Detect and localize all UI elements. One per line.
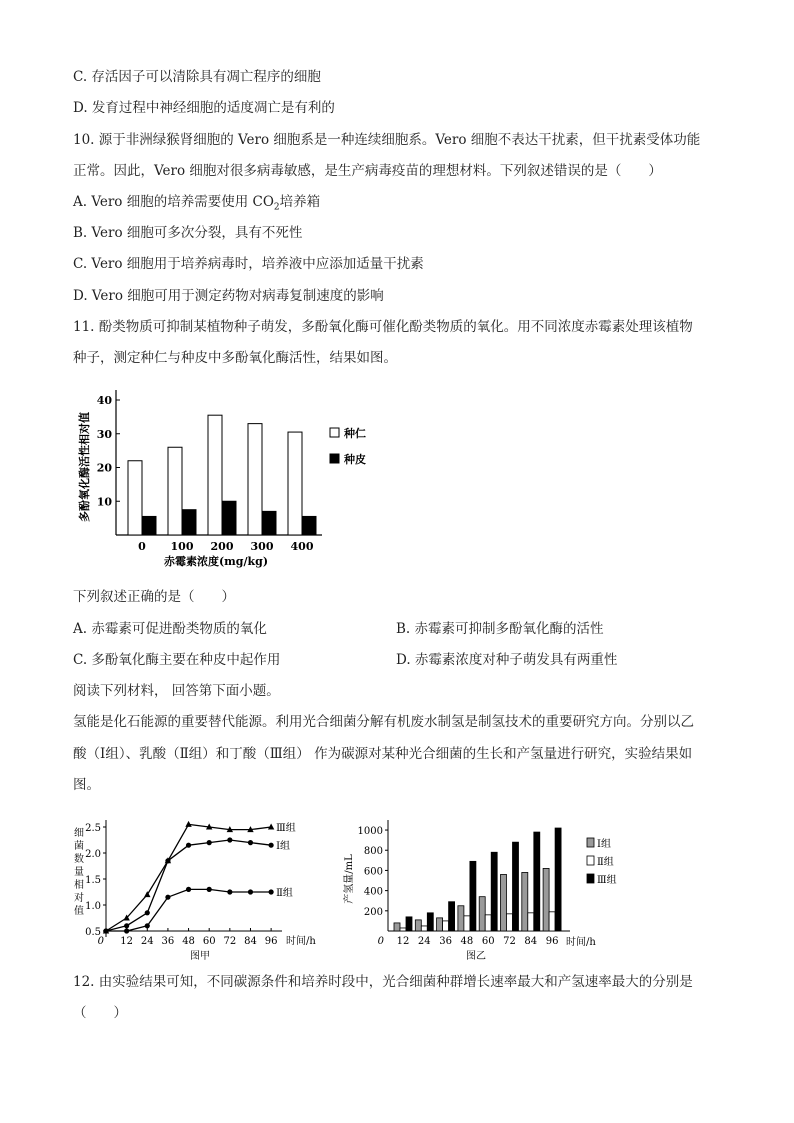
bacteria-growth-chart <box>70 812 330 964</box>
bar-group-3 <box>534 832 540 931</box>
bar-group-2 <box>464 916 470 931</box>
bar-group-1 <box>394 923 400 931</box>
bar-zhongren <box>128 461 142 535</box>
data-point-circle <box>145 923 150 928</box>
bar-group-1 <box>522 872 528 931</box>
x-tick-label: 24 <box>140 936 154 947</box>
y-tick-label: 600 <box>363 866 383 878</box>
hydrogen-production-chart <box>338 812 638 964</box>
y-tick-label: 10 <box>96 495 112 509</box>
bar-group-3 <box>555 828 561 931</box>
legend-swatch <box>330 428 339 437</box>
legend-swatch <box>587 874 594 883</box>
y-axis-label-char: 数 <box>74 854 84 865</box>
bar-group-1 <box>543 868 549 931</box>
x-tick-label: 36 <box>439 936 452 947</box>
y-tick-label: 30 <box>96 427 112 441</box>
x-axis-label: 赤霉素浓度(mg/kg) <box>163 555 269 568</box>
data-point-circle <box>124 923 129 928</box>
x-axis-label: 时间/h <box>566 937 596 948</box>
data-point-triangle <box>268 824 274 830</box>
q9-option-d: D. 发育过程中神经细胞的适度凋亡是有利的 <box>73 100 335 116</box>
data-point-circle <box>207 887 212 892</box>
legend-swatch <box>330 454 339 463</box>
data-point-circle <box>165 895 170 900</box>
q9-option-c: C. 存活因子可以清除具有凋亡程序的细胞 <box>73 69 321 85</box>
bar-group-1 <box>415 920 421 931</box>
bar-group-3 <box>427 913 433 931</box>
bar-zhongpi <box>302 516 316 535</box>
x-axis-label: 时间/h <box>286 936 316 947</box>
bar-zhongren <box>168 447 182 535</box>
q10-option-d: D. Vero 细胞可用于测定药物对病毒复制速度的影响 <box>73 288 384 304</box>
x-tick-label: 24 <box>417 936 431 947</box>
q10-stem-line1: 10. 源于非洲绿猴肾细胞的 Vero 细胞系是一种连续细胞系。Vero 细胞不表达干扰素，但干扰素受体功能 <box>73 132 701 148</box>
legend-label: Ⅱ组 <box>597 857 614 868</box>
bar-group-3 <box>470 861 476 931</box>
material-line3: 图。 <box>73 777 100 793</box>
y-tick-label: 800 <box>363 846 383 858</box>
data-point-circle <box>186 887 191 892</box>
data-point-triangle <box>185 821 191 827</box>
q10-option-a <box>73 192 320 218</box>
q11-stem-line2: 种子，测定种仁与种皮中多酚氧化酶活性，结果如图。 <box>73 350 397 366</box>
bar-group-1 <box>479 897 485 931</box>
legend-swatch <box>587 838 594 847</box>
x-tick-label: 72 <box>503 936 516 947</box>
x-tick-label: 200 <box>210 540 234 553</box>
q11-prompt: 下列叙述正确的是（ ） <box>73 589 235 605</box>
chart-caption: 图甲 <box>190 951 210 962</box>
series-line <box>106 889 271 931</box>
q11-option-d: D. 赤霉素浓度对种子萌发具有两重性 <box>396 652 618 668</box>
q11-option-b: B. 赤霉素可抑制多酚氧化酶的活性 <box>396 621 604 637</box>
q10-option-c: C. Vero 细胞用于培养病毒时，培养液中应添加适量干扰素 <box>73 256 424 272</box>
x-tick-label: 100 <box>170 540 194 553</box>
y-axis-label: 产氢量/mL <box>344 854 355 904</box>
data-point-circle <box>248 840 253 845</box>
bar-group-2 <box>485 915 491 931</box>
data-point-circle <box>248 889 253 894</box>
y-tick-label: 40 <box>96 394 112 407</box>
bar-group-2 <box>549 912 555 931</box>
data-point-circle <box>186 843 191 848</box>
x-tick-label: 48 <box>182 936 195 947</box>
data-point-circle <box>124 928 129 933</box>
x-tick-label: 0 <box>138 540 146 553</box>
bar-zhongpi <box>142 516 156 535</box>
material-line2: 酸（Ⅰ组）、乳酸（Ⅱ组）和丁酸（Ⅲ组） 作为碳源对某种光合细菌的生长和产氢量进行研究，实验结果如 <box>73 746 693 762</box>
data-point-circle <box>165 858 170 863</box>
q11-option-c: C. 多酚氧化酶主要在种皮中起作用 <box>73 652 281 668</box>
x-tick-label: 400 <box>290 540 314 553</box>
data-point-circle <box>269 889 274 894</box>
bar-zhongpi <box>262 511 276 535</box>
bar-zhongren <box>288 432 302 535</box>
data-point-circle <box>227 889 232 894</box>
x-tick-label: 12 <box>396 936 410 947</box>
data-point-circle <box>269 843 274 848</box>
origin-label: 0 <box>377 936 384 947</box>
x-tick-label: 60 <box>202 936 216 947</box>
q11-stem-line1: 11. 酚类物质可抑制某植物种子萌发，多酚氧化酶可催化酚类物质的氧化。用不同浓度赤霉素处理该植物 <box>73 319 693 335</box>
data-point-circle <box>103 928 108 933</box>
y-tick-label: 2.5 <box>85 823 101 834</box>
bar-zhongpi <box>222 501 236 535</box>
y-tick-label: 400 <box>363 886 383 898</box>
x-tick-label: 12 <box>120 936 134 947</box>
bar-group-2 <box>400 928 406 931</box>
bar-group-1 <box>458 906 464 931</box>
bar-zhongpi <box>182 510 196 535</box>
q10-option-b: B. Vero 细胞可多次分裂，具有不死性 <box>73 225 303 241</box>
x-tick-label: 84 <box>244 936 257 947</box>
legend-label: Ⅰ组 <box>597 839 611 850</box>
x-tick-label: 84 <box>524 936 538 947</box>
x-tick-label: 96 <box>545 936 559 947</box>
series-label: Ⅱ组 <box>276 888 293 899</box>
enzyme-activity-chart <box>70 385 390 575</box>
data-point-circle <box>207 840 212 845</box>
bar-group-2 <box>421 926 427 931</box>
data-point-circle <box>145 910 150 915</box>
bar-group-1 <box>437 918 443 931</box>
q12-stem-line1: 12. 由实验结果可知，不同碳源条件和培养时段中，光合细菌种群增长速率最大和产氢速率最大的分别是 <box>73 974 693 990</box>
q10-option-a-subscript: 2 <box>273 202 280 213</box>
bar-group-3 <box>513 842 519 931</box>
y-tick-label: 200 <box>363 906 383 918</box>
x-tick-label: 72 <box>223 936 237 947</box>
bar-group-2 <box>507 914 513 931</box>
y-axis-label: 多酚氧化酶活性相对值 <box>78 412 91 522</box>
q10-stem-line2: 正常。因此，Vero 细胞对很多病毒敏感，是生产病毒疫苗的理想材料。下列叙述错误的是（ ） <box>73 163 662 179</box>
series-label: Ⅰ组 <box>276 841 291 853</box>
series-line <box>106 840 271 931</box>
bar-zhongren <box>208 415 222 535</box>
y-axis-label-char: 细 <box>74 828 84 839</box>
y-tick-label: 1000 <box>357 826 383 838</box>
series-line <box>106 824 271 931</box>
y-tick-label: 20 <box>96 461 112 475</box>
data-point-circle <box>227 837 232 842</box>
legend-label: 种皮 <box>344 453 366 466</box>
q10-option-a-tail: 培养箱 <box>279 194 321 210</box>
material-intro: 阅读下列材料， 回答第下面小题。 <box>73 683 280 699</box>
x-tick-label: 300 <box>250 540 274 553</box>
bar-group-2 <box>528 913 534 931</box>
x-tick-label: 96 <box>264 936 278 947</box>
bar-zhongren <box>248 424 262 535</box>
q10-option-a-text: A. Vero 细胞的培养需要使用 CO <box>73 194 274 210</box>
legend-label: 种仁 <box>344 427 366 440</box>
bar-group-3 <box>491 852 497 931</box>
y-axis-label-char: 菌 <box>74 841 84 852</box>
material-line1: 氢能是化石能源的重要替代能源。利用光合细菌分解有机废水制氢是制氢技术的重要研究方向。分别以乙 <box>73 714 694 730</box>
x-tick-label: 48 <box>460 936 474 947</box>
y-tick-label: 1.0 <box>85 901 101 912</box>
y-axis-label-char: 量 <box>74 867 84 878</box>
series-label: Ⅲ组 <box>276 823 296 834</box>
y-axis-label-char: 对 <box>74 893 84 904</box>
bar-group-2 <box>443 921 449 931</box>
x-tick-label: 36 <box>161 936 175 947</box>
origin-label: 0 <box>97 936 104 947</box>
bar-group-3 <box>449 902 455 931</box>
y-axis-label-char: 值 <box>74 906 84 917</box>
y-tick-label: 1.5 <box>85 875 101 886</box>
legend-label: Ⅲ组 <box>597 875 617 886</box>
y-axis-label-char: 相 <box>74 880 84 891</box>
y-tick-label: 2.0 <box>85 849 101 860</box>
q12-stem-line2: （ ） <box>73 1005 127 1021</box>
bar-group-3 <box>406 917 412 931</box>
legend-swatch <box>587 856 594 865</box>
x-tick-label: 60 <box>481 936 495 947</box>
q11-option-a: A. 赤霉素可促进酚类物质的氧化 <box>73 621 267 637</box>
y-tick-label: 0.5 <box>85 927 101 938</box>
bar-group-1 <box>501 874 507 931</box>
chart-caption: 图乙 <box>466 951 486 962</box>
